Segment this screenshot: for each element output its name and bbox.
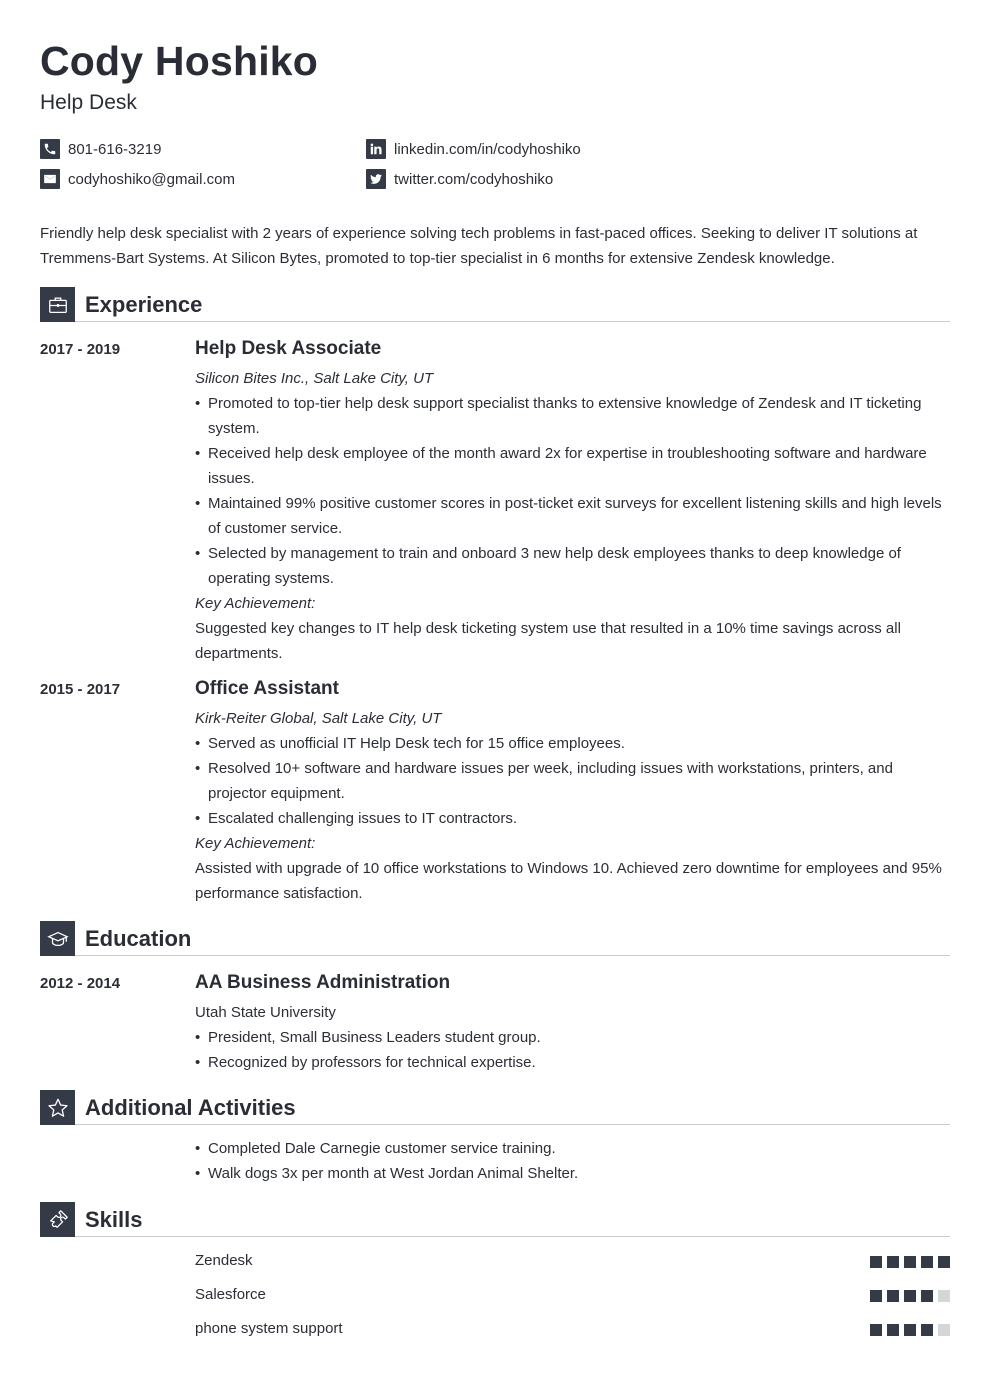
- skill-name: Salesforce: [195, 1286, 266, 1303]
- skill-row: [195, 1252, 950, 1272]
- section-divider: [75, 321, 950, 322]
- professional-summary: Friendly help desk specialist with 2 years of experience solving tech problems in fast-paced offices. Seeking to deliver IT solutions at Tremmens-Bart Systems. At Silicon Bytes, promoted to top-tier specialist in 6 months for extensive Zendesk knowledge.: [40, 225, 918, 267]
- phone-icon: [40, 139, 60, 159]
- key-achievement-label: Key Achievement:: [195, 595, 316, 612]
- skill-level-filled: [887, 1256, 899, 1268]
- candidate-title: Help Desk: [40, 91, 137, 114]
- skill-level-filled: [904, 1256, 916, 1268]
- skill-row: [195, 1320, 950, 1340]
- list-item: • Promoted to top-tier help desk support specialist thanks to extensive knowledge of Zendesk and IT ticketing system.: [195, 391, 950, 441]
- list-item: • Received help desk employee of the month award 2x for expertise in troubleshooting software and hardware issues.: [195, 441, 950, 491]
- section-title: Skills: [85, 1207, 143, 1232]
- section-title: Additional Activities: [85, 1095, 296, 1120]
- job-entry: [195, 677, 950, 906]
- skill-level-filled: [921, 1256, 933, 1268]
- skill-level-filled: [870, 1290, 882, 1302]
- section-title: Education: [85, 926, 192, 951]
- job-bullets: [195, 391, 950, 591]
- skill-level-filled: [870, 1324, 882, 1336]
- education-entry: [195, 971, 950, 1075]
- job-title: Office Assistant: [195, 678, 339, 699]
- degree-title: AA Business Administration: [195, 972, 451, 993]
- section-divider: [75, 1124, 950, 1125]
- activities-entry: [195, 1136, 950, 1186]
- education-dates: 2012 - 2014: [40, 975, 121, 992]
- list-item: • President, Small Business Leaders student group.: [195, 1025, 950, 1050]
- list-item: • Completed Dale Carnegie customer service training.: [195, 1136, 950, 1161]
- twitter-text: twitter.com/codyhoshiko: [394, 170, 554, 188]
- list-item: • Served as unofficial IT Help Desk tech for 15 office employees.: [195, 731, 950, 756]
- contact-email[interactable]: [40, 169, 235, 189]
- education-bullets: [195, 1025, 950, 1075]
- contact-phone[interactable]: [40, 139, 161, 159]
- skill-level: [870, 1324, 950, 1336]
- email-text: codyhoshiko@gmail.com: [68, 170, 235, 188]
- section-divider: [75, 1236, 950, 1237]
- envelope-icon: [40, 169, 60, 189]
- section-title: Experience: [85, 292, 203, 317]
- skill-level-filled: [904, 1324, 916, 1336]
- job-title: Help Desk Associate: [195, 338, 382, 359]
- section-skills: [40, 1202, 950, 1238]
- list-item: • Resolved 10+ software and hardware issues per week, including issues with workstations, printers, and projector equipment.: [195, 756, 950, 806]
- job-company: Kirk-Reiter Global, Salt Lake City, UT: [195, 710, 442, 727]
- skill-level-filled: [904, 1290, 916, 1302]
- linkedin-text: linkedin.com/in/codyhoshiko: [394, 140, 581, 158]
- graduation-cap-icon: [40, 921, 75, 956]
- key-achievement-label: Key Achievement:: [195, 835, 316, 852]
- skill-level-filled: [938, 1256, 950, 1268]
- list-item: • Escalated challenging issues to IT contractors.: [195, 806, 950, 831]
- section-divider: [75, 955, 950, 956]
- activities-list: [195, 1136, 950, 1186]
- skill-level-empty: [938, 1324, 950, 1336]
- skill-level-filled: [921, 1324, 933, 1336]
- skill-row: [195, 1286, 950, 1306]
- contact-twitter[interactable]: [366, 169, 553, 189]
- skill-level-filled: [921, 1290, 933, 1302]
- briefcase-icon: [40, 287, 75, 322]
- skill-name: phone system support: [195, 1320, 343, 1337]
- puzzle-icon: [40, 1202, 75, 1237]
- job-bullets: [195, 731, 950, 831]
- candidate-name: Cody Hoshiko: [40, 38, 319, 84]
- skill-level-empty: [938, 1290, 950, 1302]
- skill-level-filled: [887, 1324, 899, 1336]
- skill-level-filled: [870, 1256, 882, 1268]
- section-education: [40, 921, 950, 957]
- list-item: • Walk dogs 3x per month at West Jordan Animal Shelter.: [195, 1161, 950, 1186]
- skill-name: Zendesk: [195, 1252, 253, 1269]
- job-dates: 2015 - 2017: [40, 681, 121, 698]
- job-dates: 2017 - 2019: [40, 341, 121, 358]
- job-company: Silicon Bites Inc., Salt Lake City, UT: [195, 370, 434, 387]
- twitter-icon: [366, 169, 386, 189]
- list-item: • Maintained 99% positive customer scores in post-ticket exit surveys for excellent listening skills and high levels of customer service.: [195, 491, 950, 541]
- section-experience: [40, 287, 950, 323]
- key-achievement-text: Suggested key changes to IT help desk ticketing system use that resulted in a 10% time savings across all departments.: [195, 620, 901, 662]
- section-activities: [40, 1090, 950, 1126]
- phone-text: 801-616-3219: [68, 140, 162, 158]
- contact-linkedin[interactable]: [366, 139, 581, 159]
- star-icon: [40, 1090, 75, 1125]
- school-name: Utah State University: [195, 1004, 336, 1021]
- skill-level: [870, 1290, 950, 1302]
- job-entry: [195, 337, 950, 666]
- skill-level-filled: [887, 1290, 899, 1302]
- list-item: • Recognized by professors for technical expertise.: [195, 1050, 950, 1075]
- list-item: • Selected by management to train and onboard 3 new help desk employees thanks to deep knowledge of operating systems.: [195, 541, 950, 591]
- linkedin-icon: [366, 139, 386, 159]
- key-achievement-text: Assisted with upgrade of 10 office workstations to Windows 10. Achieved zero downtime for employees and 95% performance satisfaction.: [195, 860, 942, 902]
- skill-level: [870, 1256, 950, 1268]
